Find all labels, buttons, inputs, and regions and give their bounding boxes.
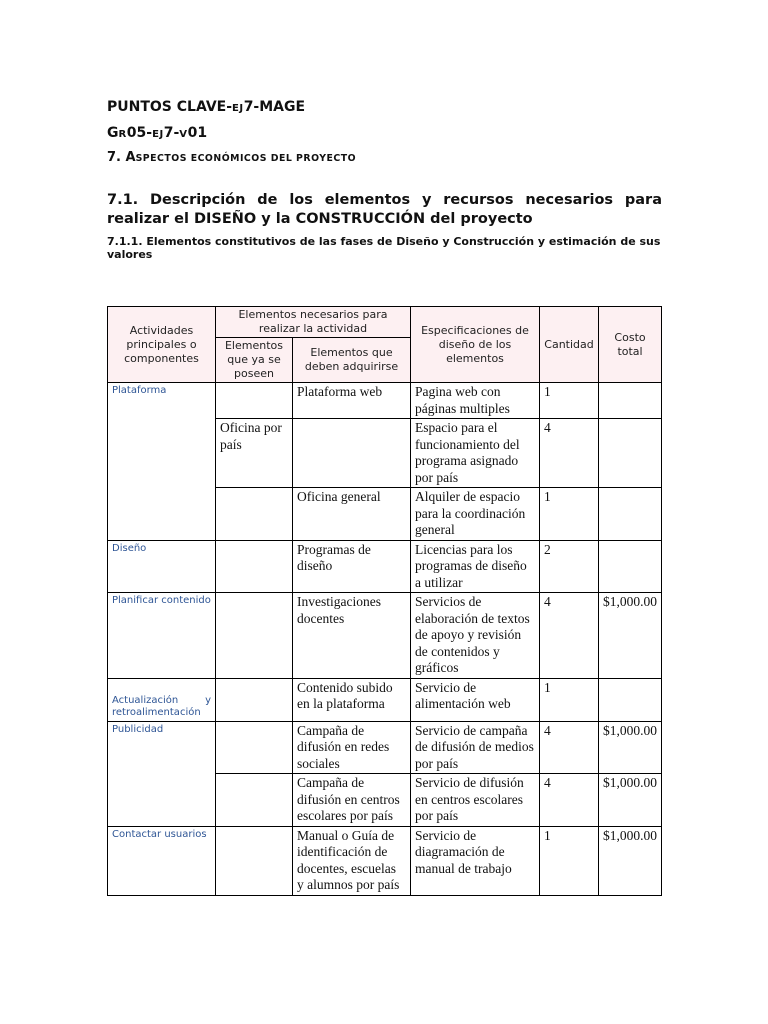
acquire-cell: Campaña de difusión en redes sociales bbox=[293, 721, 411, 774]
spec-cell: Servicios de elaboración de textos de apoyo y revisión de contenidos y gráficos bbox=[411, 593, 540, 679]
code-text: 01 bbox=[187, 125, 208, 141]
spec-cell: Licencias para los programas de diseño a utilizar bbox=[411, 540, 540, 593]
cost-cell bbox=[599, 488, 662, 541]
quantity-cell: 1 bbox=[540, 678, 599, 721]
quantity-cell: 4 bbox=[540, 721, 599, 774]
header-owned: Elementos que ya se poseen bbox=[216, 338, 293, 383]
owned-cell: Oficina por país bbox=[216, 419, 293, 488]
section-title-initial: A bbox=[125, 150, 136, 165]
owned-cell bbox=[216, 488, 293, 541]
acquire-cell: Manual o Guía de identificación de docentes, escuelas y alumnos por país bbox=[293, 826, 411, 895]
heading-text-small: EJ bbox=[232, 103, 244, 114]
subsection-heading: 7.1. Descripción de los elementos y recursos necesarios para realizar el DISEÑO y la CONSTRUCCIÓN del proyecto bbox=[107, 192, 662, 227]
header-to-acquire: Elementos que deben adquirirse bbox=[293, 338, 411, 383]
table-row bbox=[108, 826, 662, 895]
spec-cell: Servicio de diagramación de manual de trabajo bbox=[411, 826, 540, 895]
acquire-cell bbox=[293, 419, 411, 488]
activity-cell: Publicidad bbox=[108, 721, 216, 826]
owned-cell bbox=[216, 826, 293, 895]
cost-cell bbox=[599, 419, 662, 488]
cost-cell: $1,000.00 bbox=[599, 593, 662, 679]
acquire-cell: Oficina general bbox=[293, 488, 411, 541]
table-row bbox=[108, 383, 662, 419]
quantity-cell: 1 bbox=[540, 826, 599, 895]
quantity-cell: 2 bbox=[540, 540, 599, 593]
code-text: G bbox=[107, 125, 119, 141]
owned-cell bbox=[216, 678, 293, 721]
header-activities: Actividades principales o componentes bbox=[108, 307, 216, 383]
owned-cell bbox=[216, 774, 293, 827]
spec-cell: Pagina web con páginas multiples bbox=[411, 383, 540, 419]
activity-word: y bbox=[205, 694, 211, 706]
section-number: 7. bbox=[107, 150, 126, 165]
quantity-cell: 1 bbox=[540, 488, 599, 541]
section-heading bbox=[107, 150, 356, 165]
activity-cell bbox=[108, 678, 216, 721]
spec-cell: Servicio de difusión en centros escolares por país bbox=[411, 774, 540, 827]
section-title-rest: SPECTOS ECONÓMICOS DEL PROYECTO bbox=[135, 153, 357, 164]
spec-cell: Alquiler de espacio para la coordinación general bbox=[411, 488, 540, 541]
cost-cell: $1,000.00 bbox=[599, 774, 662, 827]
header-cost: Costo total bbox=[599, 307, 662, 383]
cost-cell: $1,000.00 bbox=[599, 721, 662, 774]
acquire-cell: Campaña de difusión en centros escolares por país bbox=[293, 774, 411, 827]
activity-word: Actualización bbox=[112, 694, 179, 706]
table-row bbox=[108, 678, 662, 721]
cost-cell: $1,000.00 bbox=[599, 826, 662, 895]
activity-cell: Contactar usuarios bbox=[108, 826, 216, 895]
code-text-small: R bbox=[118, 129, 127, 140]
economic-elements-table bbox=[107, 306, 662, 896]
acquire-cell: Contenido subido en la plataforma bbox=[293, 678, 411, 721]
owned-cell bbox=[216, 540, 293, 593]
quantity-cell: 4 bbox=[540, 593, 599, 679]
code-text: 7- bbox=[163, 125, 180, 141]
spec-cell: Servicio de campaña de difusión de medios por país bbox=[411, 721, 540, 774]
cost-cell bbox=[599, 383, 662, 419]
table-row bbox=[108, 540, 662, 593]
quantity-cell: 4 bbox=[540, 419, 599, 488]
subsubsection-heading: 7.1.1. Elementos constitutivos de las fases de Diseño y Construcción y estimación de sus valores bbox=[107, 235, 661, 261]
owned-cell bbox=[216, 721, 293, 774]
code-text-small: V bbox=[179, 129, 188, 140]
acquire-cell: Programas de diseño bbox=[293, 540, 411, 593]
code-text-small: EJ bbox=[152, 129, 164, 140]
activity-cell: Planificar contenido bbox=[108, 593, 216, 679]
quantity-cell: 1 bbox=[540, 383, 599, 419]
table-row bbox=[108, 721, 662, 774]
cost-cell bbox=[599, 540, 662, 593]
activity-cell: Diseño bbox=[108, 540, 216, 593]
owned-cell bbox=[216, 383, 293, 419]
document-code bbox=[107, 125, 207, 141]
code-text: 05- bbox=[126, 125, 153, 141]
activity-cell: Plataforma bbox=[108, 383, 216, 541]
owned-cell bbox=[216, 593, 293, 679]
header-specs: Especificaciones de diseño de los elementos bbox=[411, 307, 540, 383]
heading-text: PUNTOS CLAVE- bbox=[107, 99, 233, 115]
acquire-cell: Plataforma web bbox=[293, 383, 411, 419]
acquire-cell: Investigaciones docentes bbox=[293, 593, 411, 679]
quantity-cell: 4 bbox=[540, 774, 599, 827]
document-heading-puntos-clave bbox=[107, 99, 305, 115]
header-elements-group: Elementos necesarios para realizar la actividad bbox=[216, 307, 411, 338]
cost-cell bbox=[599, 678, 662, 721]
table-row bbox=[108, 593, 662, 679]
spec-cell: Espacio para el funcionamiento del programa asignado por país bbox=[411, 419, 540, 488]
header-quantity: Cantidad bbox=[540, 307, 599, 383]
spec-cell: Servicio de alimentación web bbox=[411, 678, 540, 721]
activity-line bbox=[112, 695, 211, 707]
heading-text: 7-MAGE bbox=[243, 99, 306, 115]
activity-line: retroalimentación bbox=[112, 706, 201, 718]
